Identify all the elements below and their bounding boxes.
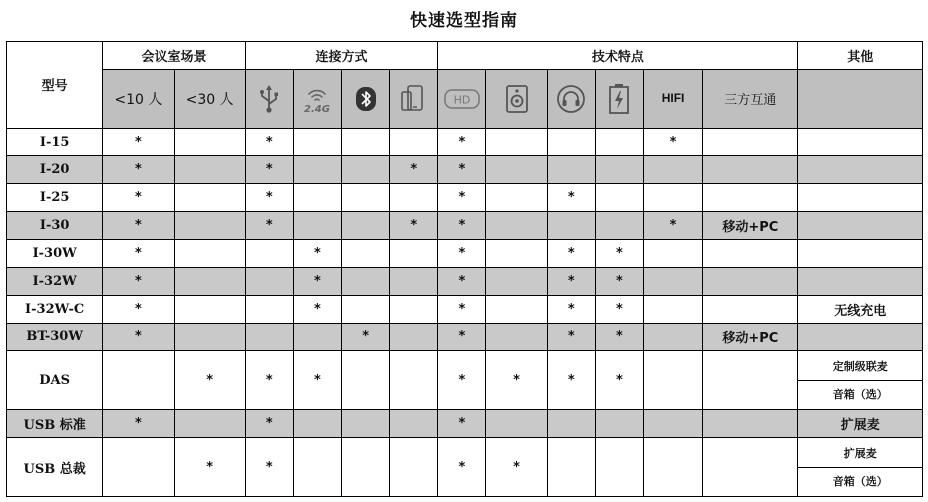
bt-cell	[342, 156, 390, 184]
model-cell: I-32W	[7, 267, 103, 295]
third-party-label: 三方互通	[724, 93, 777, 109]
battery-cell	[595, 128, 643, 156]
lt10-cell: *	[103, 212, 174, 240]
tablet-header	[390, 69, 438, 128]
lt10-cell: *	[103, 184, 174, 212]
speaker-cell	[486, 267, 547, 295]
tablet-cell	[390, 240, 438, 268]
bt-cell	[342, 351, 390, 410]
battery-header	[595, 69, 643, 128]
table-row	[7, 295, 923, 323]
headset-cell: *	[547, 323, 595, 351]
usb-cell	[245, 240, 293, 268]
other-cell	[798, 323, 923, 351]
wifi-cell	[293, 128, 341, 156]
lt30-cell	[174, 212, 245, 240]
third-party-cell	[703, 438, 798, 497]
third-party-cell	[703, 128, 798, 156]
speaker-cell: *	[486, 438, 547, 497]
wifi-cell	[293, 410, 341, 438]
other-note-2: 音箱（选）	[798, 380, 922, 408]
speaker-header	[486, 69, 547, 128]
hd-cell: *	[438, 184, 486, 212]
table-row	[7, 438, 923, 497]
wifi-cell: *	[293, 351, 341, 410]
wifi-cell	[293, 323, 341, 351]
bt-cell	[342, 212, 390, 240]
wifi-cell	[293, 438, 341, 497]
hd-cell: *	[438, 295, 486, 323]
model-cell: I-30	[7, 212, 103, 240]
bt-cell	[342, 295, 390, 323]
battery-cell: *	[595, 295, 643, 323]
headset-header	[547, 69, 595, 128]
hifi-cell: *	[643, 128, 702, 156]
lt10-cell: *	[103, 240, 174, 268]
speaker-cell	[486, 295, 547, 323]
tablet-cell	[390, 128, 438, 156]
usb-cell: *	[245, 351, 293, 410]
lt30-cell	[174, 267, 245, 295]
model-cell: I-25	[7, 184, 103, 212]
wifi-cell: *	[293, 267, 341, 295]
usb-cell: *	[245, 128, 293, 156]
bt-cell: *	[342, 323, 390, 351]
wifi-2.4g-icon	[302, 83, 332, 115]
other-cell	[798, 240, 923, 268]
hd-cell: *	[438, 438, 486, 497]
model-cell: I-20	[7, 156, 103, 184]
table-row	[7, 184, 923, 212]
third-header	[703, 69, 798, 128]
hifi-header	[643, 69, 702, 128]
hifi-cell	[643, 295, 702, 323]
headset-cell	[547, 128, 595, 156]
bt-cell	[342, 128, 390, 156]
hifi-cell	[643, 184, 702, 212]
usb-cell: *	[245, 410, 293, 438]
tablet-cell	[390, 438, 438, 497]
model-cell: I-15	[7, 128, 103, 156]
lt30-cell	[174, 240, 245, 268]
wifi-label: 2.4G	[304, 103, 331, 115]
speaker-cell: *	[486, 351, 547, 410]
speaker-cell	[486, 323, 547, 351]
bt-cell	[342, 410, 390, 438]
usb-cell: *	[245, 212, 293, 240]
hd-cell: *	[438, 212, 486, 240]
third-party-cell	[703, 295, 798, 323]
other-sub-header	[798, 69, 923, 128]
hd-cell: *	[438, 410, 486, 438]
battery-cell: *	[595, 267, 643, 295]
tablet-cell	[390, 267, 438, 295]
other-cell	[798, 184, 923, 212]
bt-cell	[342, 240, 390, 268]
hifi-cell	[643, 156, 702, 184]
tablet-cell	[390, 323, 438, 351]
hd-cell: *	[438, 323, 486, 351]
speaker-cell	[486, 156, 547, 184]
lt10-cell: *	[103, 295, 174, 323]
bt-cell	[342, 267, 390, 295]
hd-cell: *	[438, 156, 486, 184]
lt30-cell	[174, 323, 245, 351]
headset-cell: *	[547, 267, 595, 295]
wifi-cell: *	[293, 240, 341, 268]
other-cell	[798, 156, 923, 184]
connect-header: 连接方式	[245, 42, 438, 70]
model-cell: BT-30W	[7, 323, 103, 351]
usb-cell: *	[245, 156, 293, 184]
table-row	[7, 240, 923, 268]
speaker-cell	[486, 410, 547, 438]
third-party-cell	[703, 184, 798, 212]
table-row	[7, 323, 923, 351]
tablet-cell	[390, 351, 438, 410]
bluetooth-icon	[355, 86, 377, 112]
table-row	[7, 410, 923, 438]
headset-cell: *	[547, 295, 595, 323]
usb-cell	[245, 267, 293, 295]
hifi-cell	[643, 410, 702, 438]
lt30-cell	[174, 184, 245, 212]
hifi-cell	[643, 438, 702, 497]
headphones-icon	[556, 84, 586, 114]
other-note: 扩展麦	[843, 446, 877, 460]
other-cell	[798, 351, 923, 410]
model-cell: USB 总裁	[7, 438, 103, 497]
lt30-header	[174, 69, 245, 128]
lt10-cell: *	[103, 128, 174, 156]
model-cell: USB 标准	[7, 410, 103, 438]
lt10-cell: *	[103, 267, 174, 295]
model-cell: I-32W-C	[7, 295, 103, 323]
battery-cell	[595, 156, 643, 184]
hifi-cell	[643, 267, 702, 295]
tablet-cell: *	[390, 156, 438, 184]
model-header: 型号	[7, 42, 103, 129]
usb-header	[245, 69, 293, 128]
other-cell	[798, 438, 923, 497]
hifi-cell	[643, 240, 702, 268]
bt-cell	[342, 184, 390, 212]
table-row	[7, 212, 923, 240]
lt30-cell	[174, 410, 245, 438]
other-header: 其他	[798, 42, 923, 70]
battery-charge-icon	[607, 83, 631, 115]
headset-cell	[547, 410, 595, 438]
tablet-cell	[390, 184, 438, 212]
third-party-cell	[703, 156, 798, 184]
hd-cell: *	[438, 351, 486, 410]
speaker-cell	[486, 128, 547, 156]
other-note-2: 音箱（选）	[798, 467, 922, 495]
hd-label: HD	[453, 93, 471, 107]
wifi-cell	[293, 156, 341, 184]
lt30-cell: *	[174, 438, 245, 497]
model-cell: I-30W	[7, 240, 103, 268]
wifi-cell: *	[293, 295, 341, 323]
bluetooth-header	[342, 69, 390, 128]
lt30-cell	[174, 295, 245, 323]
hd-cell: *	[438, 240, 486, 268]
battery-cell: *	[595, 240, 643, 268]
usb-icon	[256, 84, 282, 114]
speaker-cell	[486, 184, 547, 212]
lt10-cell: *	[103, 156, 174, 184]
usb-cell	[245, 323, 293, 351]
table-row	[7, 267, 923, 295]
usb-cell: *	[245, 438, 293, 497]
third-party-cell: 移动+PC	[703, 212, 798, 240]
lt10-label: <10 人	[114, 91, 163, 108]
lt30-cell	[174, 128, 245, 156]
lt30-cell: *	[174, 351, 245, 410]
model-cell: DAS	[7, 351, 103, 410]
speaker-cell	[486, 212, 547, 240]
hifi-cell: *	[643, 212, 702, 240]
third-party-cell	[703, 267, 798, 295]
battery-cell: *	[595, 323, 643, 351]
selection-guide-table	[6, 41, 923, 497]
speaker-icon	[504, 84, 530, 114]
other-cell	[798, 128, 923, 156]
wifi-cell	[293, 184, 341, 212]
other-cell: 无线充电	[798, 295, 923, 323]
lt10-cell	[103, 438, 174, 497]
other-cell	[798, 267, 923, 295]
table-row	[7, 351, 923, 410]
battery-cell	[595, 184, 643, 212]
group-header-row	[7, 42, 923, 70]
lt30-cell	[174, 156, 245, 184]
third-party-cell: 移动+PC	[703, 323, 798, 351]
third-party-cell	[703, 351, 798, 410]
scene-header: 会议室场景	[103, 42, 245, 70]
battery-cell	[595, 438, 643, 497]
hd-header	[438, 69, 486, 128]
lt10-cell	[103, 351, 174, 410]
headset-cell: *	[547, 240, 595, 268]
tablet-cell: *	[390, 212, 438, 240]
sub-header-row	[7, 69, 923, 128]
other-cell	[798, 212, 923, 240]
battery-cell: *	[595, 351, 643, 410]
other-cell: 扩展麦	[798, 410, 923, 438]
lt30-label: <30 人	[185, 91, 234, 108]
headset-cell	[547, 438, 595, 497]
speaker-cell	[486, 240, 547, 268]
table-row	[7, 156, 923, 184]
usb-cell	[245, 295, 293, 323]
wifi-header	[293, 69, 341, 128]
tablet-cell	[390, 410, 438, 438]
usb-cell: *	[245, 184, 293, 212]
third-party-cell	[703, 410, 798, 438]
tablet-icon	[399, 84, 429, 114]
lt10-cell: *	[103, 410, 174, 438]
battery-cell	[595, 212, 643, 240]
lt10-cell: *	[103, 323, 174, 351]
battery-cell	[595, 410, 643, 438]
table-row	[7, 128, 923, 156]
hifi-cell	[643, 323, 702, 351]
hd-cell: *	[438, 267, 486, 295]
hifi-label: HIFI	[661, 91, 685, 106]
third-party-cell	[703, 240, 798, 268]
headset-cell: *	[547, 184, 595, 212]
hifi-cell	[643, 351, 702, 410]
other-note: 定制级联麦	[832, 359, 888, 373]
tablet-cell	[390, 295, 438, 323]
headset-cell: *	[547, 351, 595, 410]
lt10-header	[103, 69, 174, 128]
hd-cell: *	[438, 128, 486, 156]
bt-cell	[342, 438, 390, 497]
wifi-cell	[293, 212, 341, 240]
tech-header: 技术特点	[438, 42, 798, 70]
page-title: 快速选型指南	[410, 11, 518, 31]
hd-icon	[444, 88, 480, 110]
headset-cell	[547, 156, 595, 184]
headset-cell	[547, 212, 595, 240]
